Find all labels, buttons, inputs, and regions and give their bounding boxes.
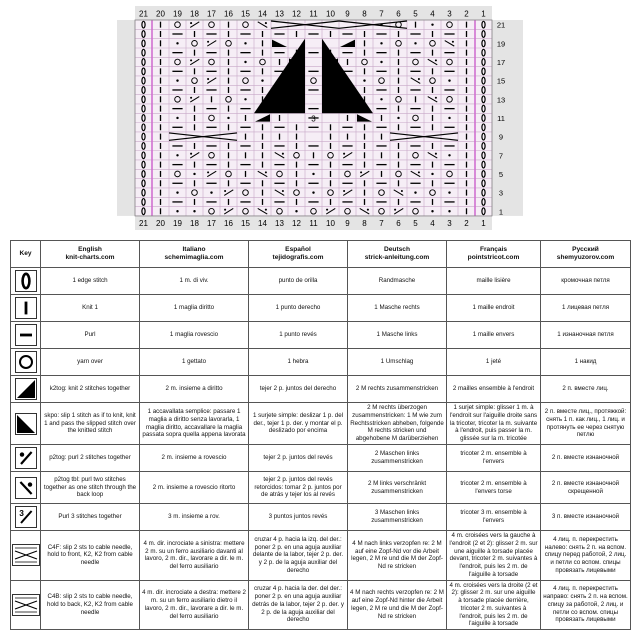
legend-it-cell: 1 accavallata semplice: passare 1 maglia a diritto senza lavorarla, 1 maglia diritto, accavallare la maglia passata sopra quella appena lavorata: [140, 403, 249, 445]
legend-fr-cell: 4 m. croisées vers la droite (2 et 2): glisser 2 m. sur une aiguille à torsade placée derrière, tricoter 2 m. suivantes à l'endroit, puis les 2 m. de l'aiguille à torsade: [447, 580, 541, 630]
chart-cell-dot: [380, 42, 382, 44]
chart-cell-dot: [312, 173, 314, 175]
legend-key-cell: [11, 322, 41, 349]
legend-row: [11, 531, 631, 581]
legend-es-cell: tejer 2 p. juntos del revés retorcidos: tomar 2 p. juntos por de atrás y tejer los al revés: [249, 472, 348, 504]
col-number-bottom: 18: [190, 218, 199, 228]
legend-ru-cell: 2 п. вместе лиц., протяжкой: снять 1 п. как лиц., 1 лиц. и протянуть ее через снятую петлю: [541, 403, 631, 445]
row-number-right: 19: [496, 39, 506, 49]
legend-key-cell: [11, 504, 41, 531]
legend-de-cell: Randmasche: [348, 268, 447, 295]
col-number-top: 11: [309, 9, 318, 19]
legend-es-cell: 1 punto derecho: [249, 295, 348, 322]
legend-fr-cell: tricoter 3 m. ensemble à l'envers: [447, 504, 541, 531]
legend-de-cell: 1 Masche rechts: [348, 295, 447, 322]
chart-cell-dot: [227, 117, 229, 119]
legend-ru-cell: 3 п. вместе изнаночной: [541, 504, 631, 531]
row-number-right: 9: [498, 132, 504, 142]
col-number-top: 18: [190, 9, 199, 19]
legend-fr-cell: tricoter 2 m. ensemble à l'envers torse: [447, 472, 541, 504]
legend-fr-cell: 4 m. croisées vers la gauche à l'endroit (2 et 2): glisser 2 m. sur une aiguille à torsade placée devant, tricoter 2 m. suivantes à l'endroit, puis les 2 m. de l'aiguille à torsade: [447, 531, 541, 581]
col-number-bottom: 7: [379, 218, 384, 228]
legend-de-cell: 4 M nach links verzopfen re: 2 M auf eine Zopf-Nd vor die Arbeit legen, 2 M re und die M der Zopf-Nd re stricken: [348, 531, 447, 581]
legend-en-cell: p2tog tbl: purl two stitches together as one stitch through the back loop: [41, 472, 140, 504]
col-number-top: 21: [139, 9, 148, 19]
legend-it-cell: 4 m. dir. incrociate a sinistra: mettere 2 m. su un ferro ausiliario davanti al lavoro, 2 m. dir., lavorare a dir. le m. del ferro ausiliario: [140, 531, 249, 581]
legend-es-cell: cruzar 4 p. hacia la der. del der.: poner 2 p. en una aguja auxiliar detrás de la labor, tejer 2 p. der. y 2 p. de la aguja auxiliar del derecho: [249, 580, 348, 630]
chart-cell-dot: [244, 42, 246, 44]
legend-it-cell: 1 gettato: [140, 349, 249, 376]
legend-ru-cell: 2 п. вместе лиц.: [541, 376, 631, 403]
col-number-bottom: 14: [258, 218, 267, 228]
col-number-top: 17: [207, 9, 216, 19]
row-number-right: 3: [498, 188, 504, 198]
legend-en-cell: C4F: slip 2 sts to cable needle, hold to front, K2, K2 from cable needle: [41, 531, 140, 581]
chart-cell-dot: [193, 173, 195, 175]
legend-de-cell: 4 M nach rechts verzopfen re: 2 M auf eine Zopf-Nd hinter die Arbeit legen, 2 M re und die M der Zopf-Nd re stricken: [348, 580, 447, 630]
knit-icon: [15, 297, 37, 319]
legend-key-cell: [11, 445, 41, 472]
legend-en-cell: Knit 1: [41, 295, 140, 322]
p2tog-tbl-icon: [15, 477, 37, 499]
col-number-top: 7: [379, 9, 384, 19]
chart-cell-dot: [414, 42, 416, 44]
row-number-right: 15: [496, 76, 506, 86]
legend-fr-cell: 2 mailles ensemble à l'endroit: [447, 376, 541, 403]
col-number-bottom: 8: [362, 218, 367, 228]
legend-it-cell: 1 maglia rovescio: [140, 322, 249, 349]
legend-es-cell: punto de orilla: [249, 268, 348, 295]
header-italiano: Italiano schemimaglia.com: [140, 241, 249, 268]
col-number-top: 2: [464, 9, 469, 19]
knitting-chart: [117, 6, 523, 230]
legend-it-cell: 1 maglia diritto: [140, 295, 249, 322]
chart-cell-dot: [414, 191, 416, 193]
legend-es-cell: cruzar 4 p. hacia la izq. del der.: poner 2 p. en una aguja auxiliar delante de la labor, tejer 2 p. der. y 2 p. de la aguja auxiliar del derecho: [249, 531, 348, 581]
chart-cell-dot: [448, 210, 450, 212]
legend-en-cell: skpo: slip 1 stitch as if to knit, knit 1 and pass the slipped stitch over the knitted stitch: [41, 403, 140, 445]
legend-row: [11, 295, 631, 322]
col-number-bottom: 2: [464, 218, 469, 228]
legend-ru-cell: 2 п. вместе изнаночной: [541, 445, 631, 472]
legend-de-cell: 2 M rechts zusammenstricken: [348, 376, 447, 403]
legend-key-cell: [11, 295, 41, 322]
legend-en-cell: yarn over: [41, 349, 140, 376]
col-number-top: 4: [430, 9, 435, 19]
col-number-top: 5: [413, 9, 418, 19]
legend-es-cell: 1 surjete simple: deslizar 1 p. del der., tejer 1 p. der. y montar el p. deslizado por encima: [249, 403, 348, 445]
legend-de-cell: 1 Umschlag: [348, 349, 447, 376]
col-number-bottom: 9: [345, 218, 350, 228]
col-number-top: 9: [345, 9, 350, 19]
legend-it-cell: 2 m. insieme a diritto: [140, 376, 249, 403]
col-number-top: 20: [156, 9, 165, 19]
chart-grid: [117, 6, 523, 230]
chart-cell-dot: [431, 173, 433, 175]
legend-de-cell: 1 Masche links: [348, 322, 447, 349]
legend-de-cell: 2 M links verschränkt zusammenstricken: [348, 472, 447, 504]
legend-row: [11, 322, 631, 349]
legend-fr-cell: maille lisière: [447, 268, 541, 295]
legend-fr-cell: 1 surjet simple: glisser 1 m. à l'endroit sur l'aiguille droite sans la tricoter, tricoter la m. suivante à l'endroit, puis passer la m. glissée sur la m. tricotée: [447, 403, 541, 445]
chart-cell-dot: [244, 98, 246, 100]
chart-cell-dot: [176, 191, 178, 193]
row-number-right: 21: [496, 20, 506, 30]
chart-cell-dot: [431, 210, 433, 212]
legend-it-cell: 2 m. insieme a rovescio: [140, 445, 249, 472]
header-espanol: Español tejidografis.com: [249, 241, 348, 268]
header-english: English knit-charts.com: [41, 241, 140, 268]
p3tog-icon: [15, 506, 37, 528]
chart-cell-dot: [380, 61, 382, 63]
legend-table: [10, 240, 631, 630]
legend-row: [11, 376, 631, 403]
legend-it-cell: 4 m. dir. incrociate a destra: mettere 2 m. su un ferro ausiliario dietro il lavoro, 2 m. dir., lavorare a dir. le m. del ferro ausiliario: [140, 580, 249, 630]
col-number-bottom: 20: [156, 218, 165, 228]
col-number-top: 13: [275, 9, 284, 19]
legend-en-cell: Purl 3 stitches together: [41, 504, 140, 531]
legend-fr-cell: tricoter 2 m. ensemble à l'envers: [447, 445, 541, 472]
col-number-top: 1: [481, 9, 486, 19]
purl-icon: [15, 324, 37, 346]
col-number-top: 15: [241, 9, 250, 19]
legend-row: [11, 349, 631, 376]
skpo-icon: [15, 413, 37, 435]
legend-fr-cell: 1 maille envers: [447, 322, 541, 349]
chart-cell-dot: [176, 42, 178, 44]
legend-table-wrap: [10, 240, 630, 628]
legend-key-cell: [11, 349, 41, 376]
row-number-right: 1: [498, 207, 504, 217]
legend-row: [11, 504, 631, 531]
legend-row: [11, 472, 631, 504]
legend-fr-cell: 1 jeté: [447, 349, 541, 376]
chart-cell-dot: [176, 117, 178, 119]
col-number-top: 10: [326, 9, 335, 19]
col-number-top: 14: [258, 9, 267, 19]
chart-cell-dot: [448, 117, 450, 119]
c4f-icon: [12, 544, 40, 566]
legend-de-cell: 2 M rechts überzogen zusammenstricken: 1 M wie zum Rechtsstricken abheben, folgende M rechts stricken und abgehobene M darüberziehen: [348, 403, 447, 445]
legend-ru-cell: 1 изнаночная петля: [541, 322, 631, 349]
legend-it-cell: 2 m. insieme a rovescio ritorto: [140, 472, 249, 504]
col-number-bottom: 4: [430, 218, 435, 228]
chart-cell-dot: [431, 23, 433, 25]
col-number-top: 12: [292, 9, 301, 19]
legend-es-cell: 1 hebra: [249, 349, 348, 376]
legend-en-cell: Purl: [41, 322, 140, 349]
legend-key-cell: [11, 580, 41, 630]
chart-cell-dot: [312, 191, 314, 193]
legend-it-cell: 1 m. di viv.: [140, 268, 249, 295]
chart-cell-dot: [193, 210, 195, 212]
chart-cell-dot: [397, 117, 399, 119]
legend-es-cell: 3 puntos juntos revés: [249, 504, 348, 531]
edge-stitch-icon: [15, 270, 37, 292]
legend-fr-cell: 1 maille endroit: [447, 295, 541, 322]
row-number-right: 13: [496, 95, 506, 105]
col-number-bottom: 15: [241, 218, 250, 228]
legend-de-cell: 3 Maschen links zusammenstricken: [348, 504, 447, 531]
col-number-top: 3: [447, 9, 452, 19]
c4b-icon: [12, 594, 40, 616]
row-number-right: 7: [498, 151, 504, 161]
col-number-bottom: 6: [396, 218, 401, 228]
col-number-bottom: 5: [413, 218, 418, 228]
legend-es-cell: tejer 2 p. juntos del derecho: [249, 376, 348, 403]
col-number-bottom: 19: [173, 218, 182, 228]
col-number-top: 19: [173, 9, 182, 19]
legend-key-cell: [11, 268, 41, 295]
legend-row: [11, 445, 631, 472]
legend-row: [11, 268, 631, 295]
col-number-bottom: 17: [207, 218, 216, 228]
legend-ru-cell: 2 п. вместе изнаночной скрещенной: [541, 472, 631, 504]
legend-ru-cell: 4 лиц. п. перекрестить направо: снять 2 п. на вспом. спицу за работой, 2 лиц. и петли со вспом. спицы провязать лицевыми: [541, 580, 631, 630]
legend-de-cell: 2 Maschen links zusammenstricken: [348, 445, 447, 472]
row-number-right: 5: [498, 169, 504, 179]
chart-cell-dot: [176, 154, 178, 156]
chart-cell-dot: [448, 79, 450, 81]
col-number-bottom: 13: [275, 218, 284, 228]
legend-en-cell: 1 edge stitch: [41, 268, 140, 295]
col-number-bottom: 10: [326, 218, 335, 228]
svg-text:3: 3: [18, 508, 24, 518]
legend-row: [11, 403, 631, 445]
chart-cell-dot: [244, 61, 246, 63]
header-deutsch: Deutsch strick-anleitung.com: [348, 241, 447, 268]
legend-es-cell: tejer 2 p. juntos del revés: [249, 445, 348, 472]
p2tog-icon: [15, 447, 37, 469]
header-key: Key: [11, 241, 41, 268]
col-number-bottom: 12: [292, 218, 301, 228]
legend-ru-cell: 1 лицевая петля: [541, 295, 631, 322]
col-number-bottom: 1: [481, 218, 486, 228]
chart-cell-dot: [210, 191, 212, 193]
col-number-top: 6: [396, 9, 401, 19]
chart-cell-dot: [176, 79, 178, 81]
yarn-over-icon: [15, 351, 37, 373]
chart-cell-dot: [448, 154, 450, 156]
legend-key-cell: [11, 376, 41, 403]
col-number-bottom: 3: [447, 218, 452, 228]
legend-it-cell: 3 m. insieme a rov.: [140, 504, 249, 531]
chart-cell-dot: [363, 79, 365, 81]
legend-ru-cell: 1 накид: [541, 349, 631, 376]
legend-ru-cell: 4 лиц. п. перекрестить налево: снять 2 п. на вспом. спицу перед работой, 2 лиц. и петли со вспом. спицы провязать лицевыми: [541, 531, 631, 581]
legend-es-cell: 1 punto revés: [249, 322, 348, 349]
col-number-bottom: 21: [139, 218, 148, 228]
col-number-bottom: 11: [309, 218, 318, 228]
chart-cell-dot: [176, 210, 178, 212]
chart-cell-dot: [380, 98, 382, 100]
col-number-top: 16: [224, 9, 233, 19]
chart-cell-dot: [261, 79, 263, 81]
legend-key-cell: [11, 531, 41, 581]
center-mark: 3: [311, 114, 316, 124]
chart-cell-dot: [295, 210, 297, 212]
chart-cell-dot: [448, 191, 450, 193]
legend-header-row: [11, 241, 631, 268]
row-number-right: 17: [496, 57, 506, 67]
legend-ru-cell: кромочная петля: [541, 268, 631, 295]
col-number-bottom: 16: [224, 218, 233, 228]
legend-en-cell: k2tog: knit 2 stitches together: [41, 376, 140, 403]
legend-row: [11, 580, 631, 630]
legend-en-cell: p2tog: purl 2 stitches together: [41, 445, 140, 472]
legend-key-cell: [11, 472, 41, 504]
header-francais: Français pointstricot.com: [447, 241, 541, 268]
col-number-top: 8: [362, 9, 367, 19]
header-russian: Русский shemyuzorov.com: [541, 241, 631, 268]
legend-en-cell: C4B: slip 2 sts to cable needle, hold to back, K2, K2 from cable needle: [41, 580, 140, 630]
k2tog-icon: [15, 378, 37, 400]
row-number-right: 11: [497, 113, 505, 123]
legend-key-cell: [11, 403, 41, 445]
